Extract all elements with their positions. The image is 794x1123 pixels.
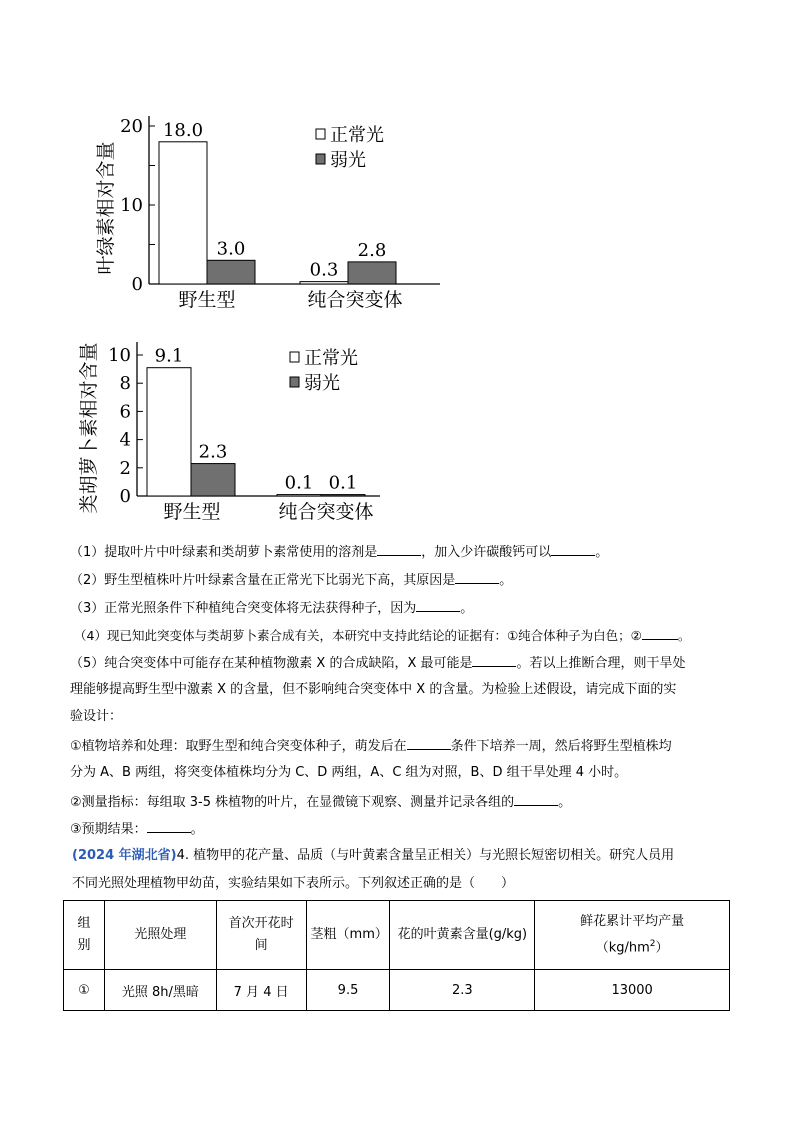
table-row — [64, 970, 730, 1011]
bar-value-label: 0.1 — [328, 472, 358, 494]
bar-value-label: 18.0 — [162, 119, 204, 141]
answer-blank[interactable] — [377, 543, 421, 556]
header-yield: 鲜花累计平均产量 $(kg/hm^2)$ — [535, 901, 730, 970]
bar-normal-light — [277, 495, 321, 496]
legend-label-weak-light: 弱光 — [330, 150, 366, 171]
bar-weak-light — [191, 464, 235, 496]
bar-normal-light — [147, 368, 191, 496]
answer-blank[interactable] — [514, 793, 558, 806]
cell-light: 光照 8h/黑暗 — [104, 970, 216, 1011]
bar-normal-light — [300, 282, 348, 284]
answer-blank[interactable] — [551, 543, 595, 556]
x-category-mutant: 纯合突变体 — [278, 501, 374, 523]
y-tick-label: 2 — [119, 457, 131, 479]
cell-stem: 9.5 — [306, 970, 390, 1011]
legend-swatch-weak-light — [316, 154, 325, 164]
answer-blank[interactable] — [455, 571, 499, 584]
question-5-line-3: 验设计： — [70, 709, 123, 724]
design-step-1-line-2: 分为 A、B 两组，将突变体植株均分为 C、D 两组，A、C 组为对照，B、D 组干旱处理 4 小时。 — [70, 765, 628, 780]
carotenoid-y-label: 类胡萝卜素相对含量 — [78, 342, 100, 514]
source-tag: (2024 年湖北省) — [72, 848, 177, 863]
design-step-1-line-1: ①植物培养和处理：取野生型和纯合突变体种子，萌发后在 条件下培养一周，然后将野生型植株均 — [70, 739, 672, 754]
legend-swatch-normal-light — [290, 352, 299, 362]
bar-value-label: 2.8 — [357, 239, 387, 261]
bar-weak-light — [348, 262, 396, 284]
question-5-line-1: （5）纯合突变体中可能存在某种植物激素 X 的合成缺陷，X 最可能是 。若以上推断合理，则干旱处 — [70, 656, 686, 671]
chlorophyll-bar-chart — [0, 100, 460, 320]
legend-swatch-weak-light — [290, 377, 299, 387]
bar-value-label: 0.1 — [284, 472, 314, 494]
cell-first-bloom: 7 月 4 日 — [216, 970, 306, 1011]
bar-weak-light — [321, 495, 365, 496]
cell-lutein: 2.3 — [390, 970, 535, 1011]
question-4: （4）现已知此突变体与类胡萝卜素合成有关，本研究中支持此结论的证据有：①纯合体种子为白色；② 。 — [74, 628, 691, 643]
answer-blank[interactable] — [642, 627, 678, 640]
design-step-2: ②测量指标：每组取 3-5 株植物的叶片，在显微镜下观察、测量并记录各组的 。 — [70, 795, 572, 810]
problem-4-stem-line-2: 不同光照处理植物甲幼苗，实验结果如下表所示。下列叙述正确的是（ ） — [72, 876, 515, 891]
problem-4-stem-line-1: (2024 年湖北省)4. 植物甲的花产量、品质（与叶黄素含量呈正相关）与光照长短密切相关。研究人员用 — [72, 848, 675, 863]
x-category-wild-type: 野生型 — [163, 501, 221, 523]
bar-value-label: 3.0 — [216, 238, 246, 260]
header-lutein: 花的叶黄素含量(g/kg) — [390, 901, 535, 970]
y-tick-label: 4 — [119, 429, 131, 451]
answer-blank[interactable] — [416, 599, 460, 612]
x-category-mutant: 纯合突变体 — [307, 289, 403, 311]
legend-label-normal-light: 正常光 — [304, 348, 358, 369]
header-light-treatment: 光照处理 — [104, 901, 216, 970]
answer-blank[interactable] — [472, 654, 516, 667]
answer-blank[interactable] — [147, 820, 191, 833]
design-step-3: ③预期结果： 。 — [70, 822, 204, 837]
header-stem-diameter: 茎粗（mm） — [306, 901, 390, 970]
cell-yield: 13000 — [535, 970, 730, 1011]
header-group: 组 别 — [64, 901, 105, 970]
question-5-line-2: 理能够提高野生型中激素 X 的含量，但不影响纯合突变体中 X 的含量。为检验上述假设，请完成下面的实 — [70, 682, 677, 697]
legend-label-weak-light: 弱光 — [304, 373, 340, 394]
answer-blank[interactable] — [407, 737, 451, 750]
y-tick-label: 20 — [120, 116, 143, 137]
y-tick-label: 0 — [131, 274, 143, 295]
bar-value-label: 2.3 — [198, 441, 228, 463]
y-tick-label: 0 — [119, 486, 131, 507]
table-header-row — [64, 901, 730, 970]
cell-group: ① — [64, 970, 105, 1011]
legend-swatch-normal-light — [316, 129, 325, 139]
x-category-wild-type: 野生型 — [178, 289, 236, 311]
y-tick-label: 6 — [119, 401, 131, 423]
bar-value-label: 0.3 — [309, 259, 339, 281]
y-tick-label: 8 — [119, 373, 131, 395]
question-1: （1）提取叶片中叶绿素和类胡萝卜素常使用的溶剂是 ，加入少许碳酸钙可以 。 — [70, 545, 609, 560]
experiment-table — [63, 900, 730, 1011]
carotenoid-bar-chart — [0, 330, 460, 540]
y-tick-label: 10 — [120, 195, 143, 216]
legend-label-normal-light: 正常光 — [330, 125, 384, 146]
question-3: （3）正常光照条件下种植纯合突变体将无法获得种子，因为 。 — [70, 601, 474, 616]
question-2: （2）野生型植株叶片叶绿素含量在正常光下比弱光下高，其原因是 。 — [70, 573, 513, 588]
header-first-bloom: 首次开花时 间 — [216, 901, 306, 970]
bar-weak-light — [207, 260, 255, 284]
bar-normal-light — [159, 142, 207, 284]
chlorophyll-y-label: 叶绿素相对含量 — [95, 141, 117, 275]
bar-value-label: 9.1 — [154, 345, 184, 367]
y-tick-label: 10 — [108, 345, 131, 366]
